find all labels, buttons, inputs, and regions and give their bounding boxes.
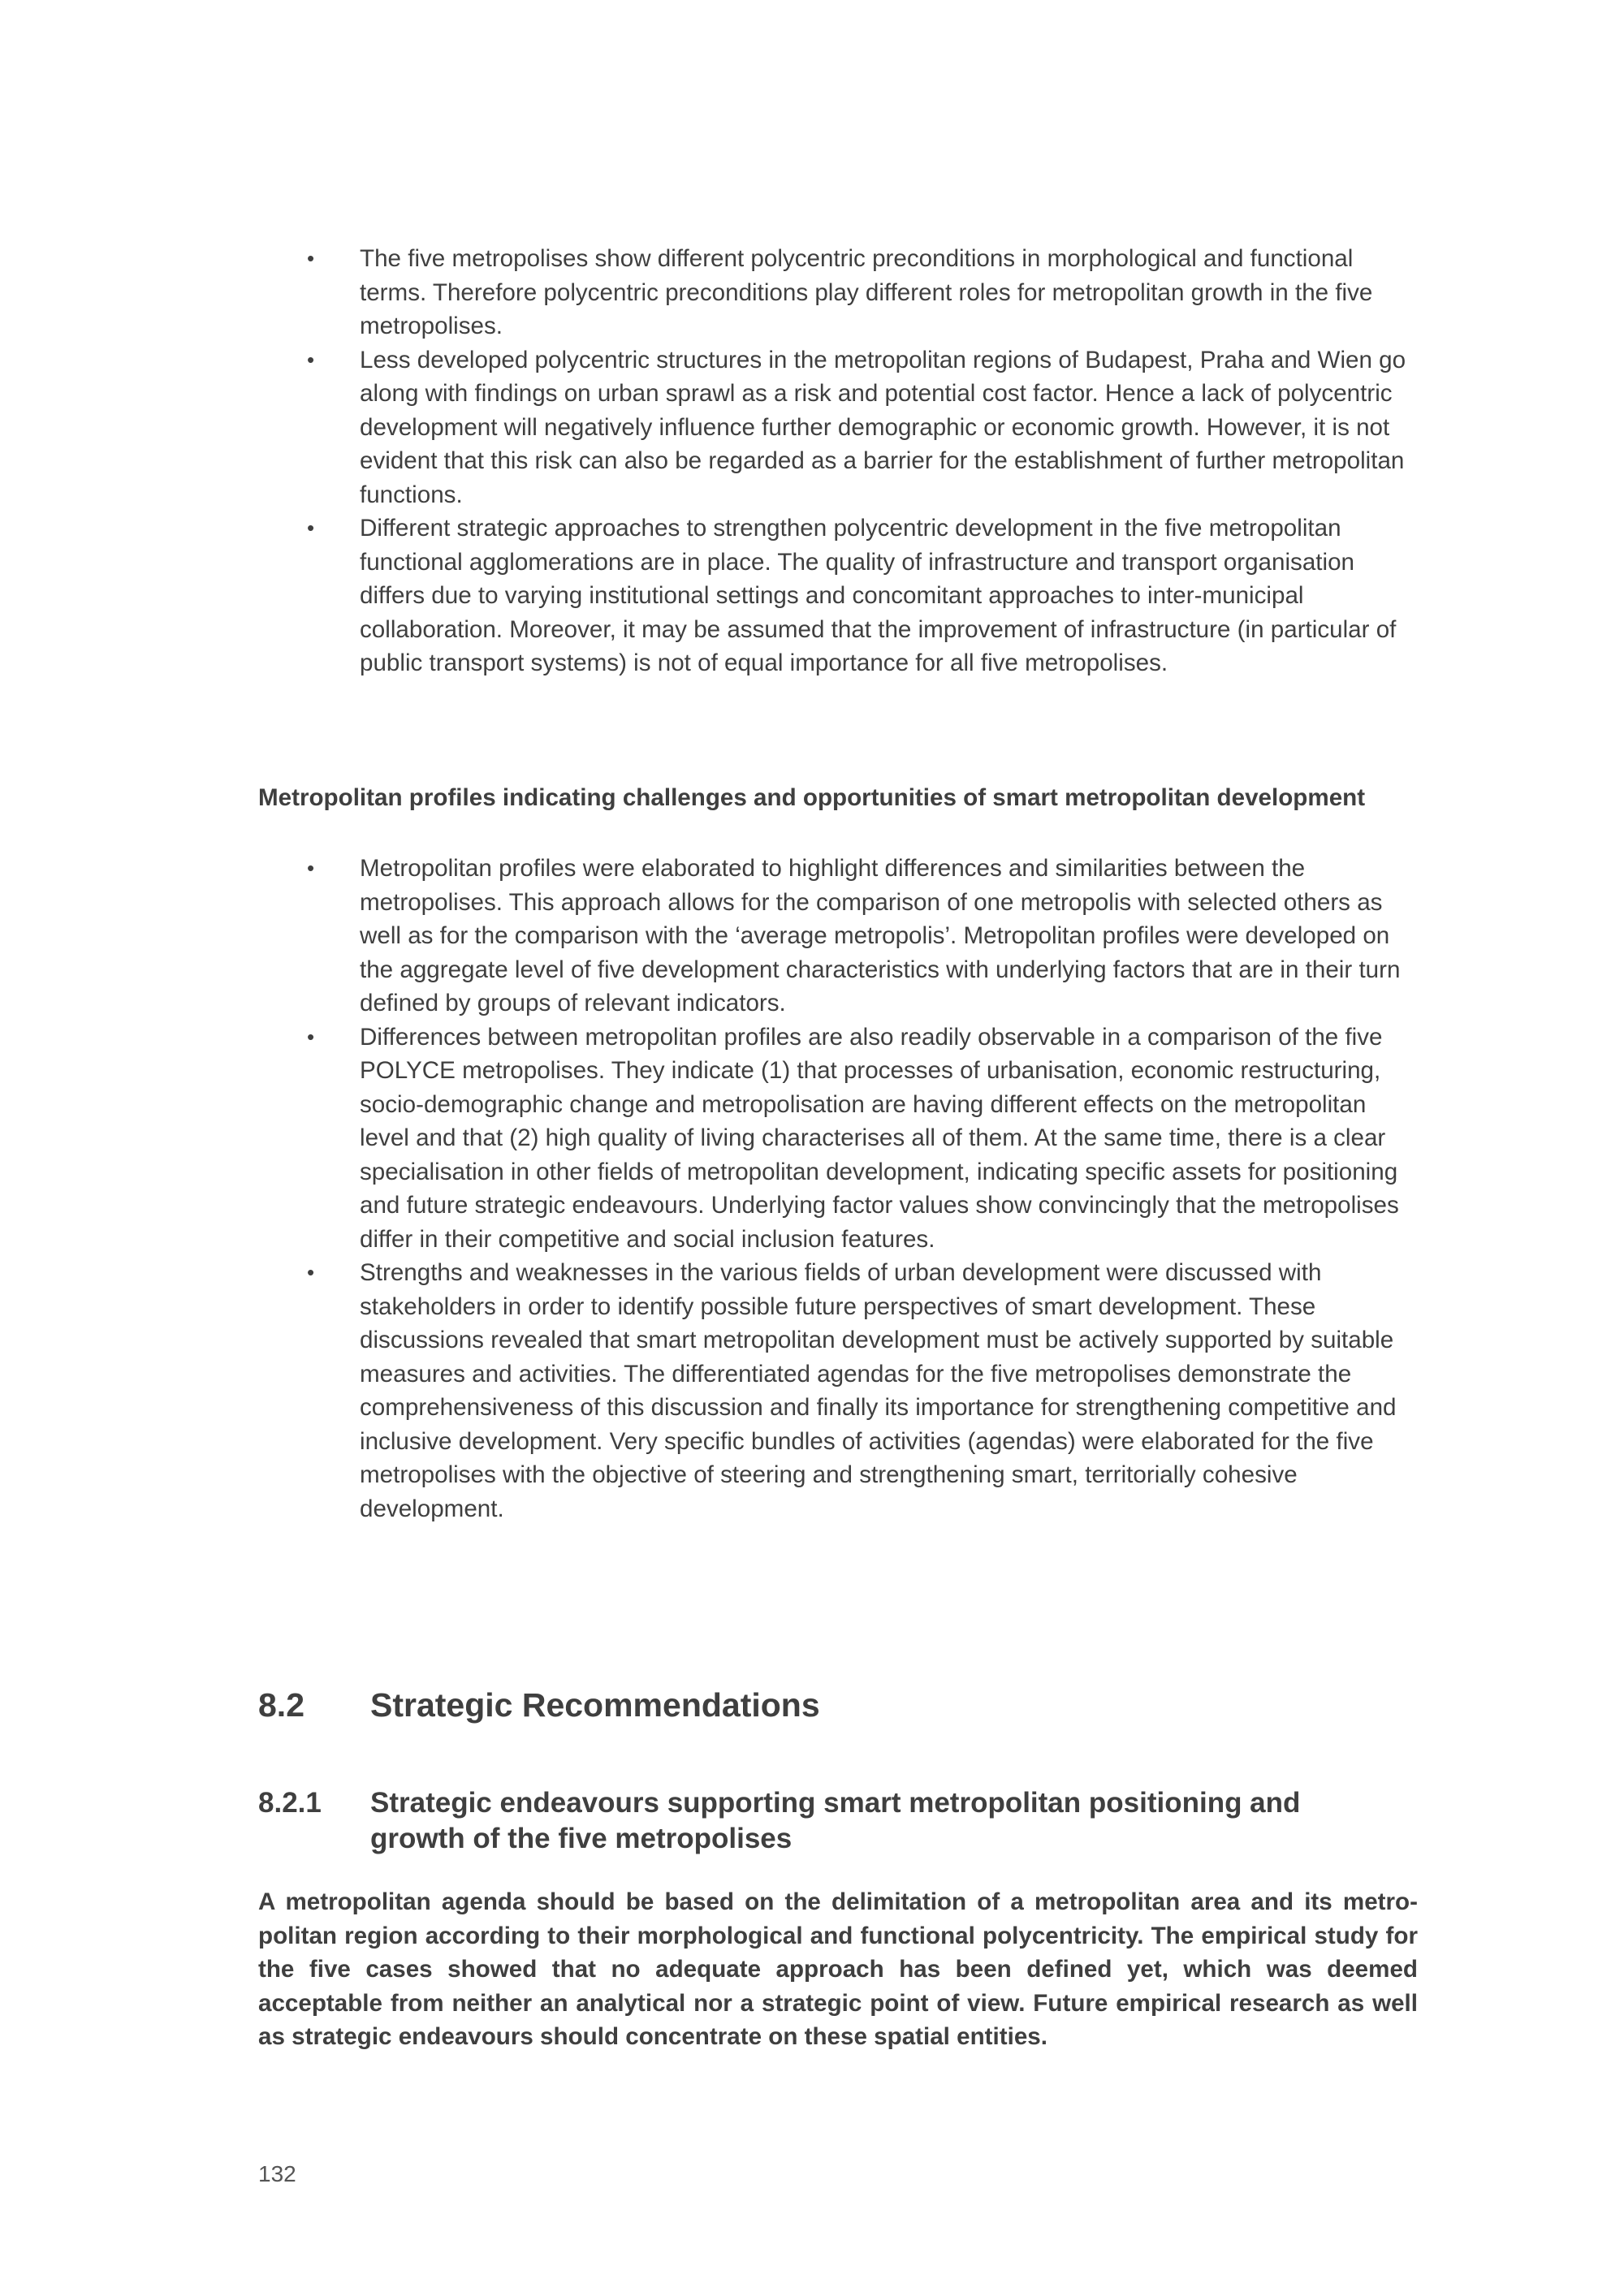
subsection-title: Strategic endeavours supporting smart metropolitan positioning and growth of the five metropolises xyxy=(370,1787,1301,1854)
lead-paragraph: A metropolitan agenda should be based on the delimitation of a metropolitan area and its metro-politan region according to their morphological and functional polycentricity. The empirical study for the five cases showed that no adequate approach has been defined yet, which was deemed acceptable from neither an analytical nor a strategic point of view. Future empirical research as well as strategic endeavours should concentrate on these spatial entities. xyxy=(258,1888,1418,2050)
profiles-bullet-list xyxy=(307,852,1411,1526)
list-item xyxy=(307,343,1411,512)
bullet-icon: • xyxy=(307,246,315,270)
list-item-text: The five metropolises show different polycentric preconditions in morphological and functional terms. Therefore polycentric preconditions play different roles for metropolitan growth in the five metropolises. xyxy=(360,245,1373,339)
list-item-text: Differences between metropolitan profiles are also readily observable in a comparison of the five POLYCE metropolises. They indicate (1) that processes of urbanisation, economic restructuring, socio-demographic change and metropolisation are having different effects on the metropolitan level and that (2) high quality of living characterises all of them. At the same time, there is a clear specialisation in other fields of metropolitan development, indicating specific assets for positioning and future strategic endeavours. Underlying factor values show convincingly that the metropolises differ in their competitive and social inclusion features. xyxy=(360,1023,1399,1253)
intro-bullet-list xyxy=(307,242,1411,680)
subsection-heading xyxy=(258,1785,1345,1857)
subsection-number: 8.2.1 xyxy=(258,1787,322,1819)
page-number: 132 xyxy=(258,2161,296,2186)
list-item-text: Different strategic approaches to strengthen polycentric development in the five metropolitan functional agglomerations are in place. The quality of infrastructure and transport organisation differs due to varying institutional settings and concomitant approaches to inter-municipal collaboration. Moreover, it may be assumed that the improvement of infrastructure (in particular of public transport systems) is not of equal importance for all five metropolises. xyxy=(360,515,1397,676)
list-item xyxy=(307,852,1411,1021)
section-title: Strategic Recommendations xyxy=(370,1686,820,1724)
section-number: 8.2 xyxy=(258,1686,304,1724)
profiles-heading: Metropolitan profiles indicating challenges and opportunities of smart metropolitan development xyxy=(258,784,1366,811)
list-item xyxy=(307,1021,1411,1257)
bullet-icon: • xyxy=(307,1024,315,1049)
list-item-text: Strengths and weaknesses in the various fields of urban development were discussed with stakeholders in order to identify possible future perspectives of smart development. These discussions revealed that smart metropolitan development must be actively supported by suitable measures and activities. The differentiated agendas for the five metropolises demonstrate the comprehensiveness of this discussion and finally its importance for strengthening competitive and inclusive development. Very specific bundles of activities (agendas) were elaborated for the five metropolises with the objective of steering and strengthening smart, territorially cohesive development. xyxy=(360,1259,1397,1522)
bullet-icon: • xyxy=(307,856,315,880)
bullet-icon: • xyxy=(307,516,315,540)
bullet-icon: • xyxy=(307,1260,315,1284)
bullet-icon: • xyxy=(307,347,315,372)
list-item-text: Less developed polycentric structures in the metropolitan regions of Budapest, Praha and Wien go along with findings on urban sprawl as a risk and potential cost factor. Hence a lack of polycentric development will negatively influence further demographic or economic growth. However, it is not evident that this risk can also be regarded as a barrier for the establishment of further metropolitan functions. xyxy=(360,346,1406,508)
list-item xyxy=(307,1256,1411,1526)
section-heading xyxy=(258,1681,820,1729)
list-item xyxy=(307,242,1411,343)
list-item xyxy=(307,511,1411,680)
list-item-text: Metropolitan profiles were elaborated to highlight differences and similarities between the metropolises. This approach allows for the comparison of one metropolis with selected others as well as for the comparison with the ‘average metropolis’. Metropolitan profiles were developed on the aggregate level of five development characteristics with underlying factors that are in their turn defined by groups of relevant indicators. xyxy=(360,855,1401,1016)
